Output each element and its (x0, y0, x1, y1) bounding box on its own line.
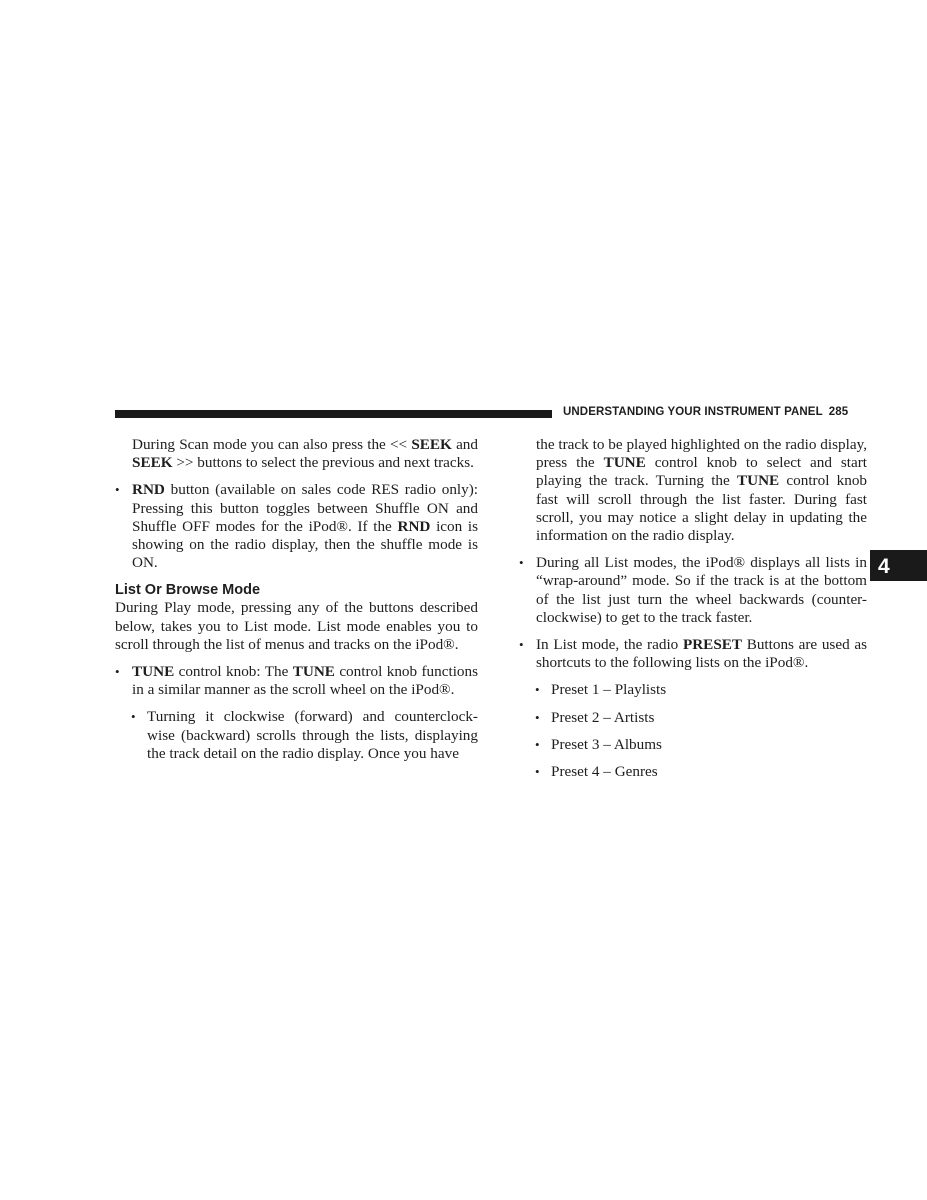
bullet-icon: • (535, 736, 540, 752)
tune-label-2: TUNE (292, 663, 335, 681)
scan-text-1: During Scan mode you can also press the << (132, 436, 408, 453)
preset-item-1: Preset 1 – Playlists (551, 681, 667, 699)
rnd-text-1: button (available on sales code RES radio only): Pressing this button toggles between Shuffle ON and Shuffle OFF modes for the iPod®. If the (132, 481, 478, 535)
preset-bullet (519, 636, 867, 672)
tune-label-3: TUNE (603, 454, 646, 472)
header-title: UNDERSTANDING YOUR INSTRUMENT PANEL (563, 406, 823, 418)
preset-item-3: Preset 3 – Albums (551, 735, 662, 753)
seek-label-2: SEEK (132, 454, 173, 472)
preset-item-2: Preset 2 – Artists (551, 708, 655, 726)
seek-label-1: SEEK (411, 436, 452, 453)
right-column (519, 436, 867, 781)
rnd-bullet (115, 481, 478, 572)
cont-text-1: the track to be played highlighted on the radio display, press the (536, 436, 867, 472)
continued-paragraph (519, 436, 867, 545)
section-heading: List Or Browse Mode (115, 582, 261, 599)
bullet-icon: • (519, 555, 524, 571)
cont-text-2: control knob to select and start playing the track. Turning the (536, 454, 868, 490)
left-column (115, 436, 478, 763)
bullet-icon: • (535, 682, 540, 698)
header-rule (115, 410, 552, 418)
list-item (519, 709, 867, 727)
scan-paragraph (115, 436, 478, 472)
bullet-icon: • (131, 709, 136, 725)
rnd-label-2: RND (397, 517, 431, 535)
turn-bullet (115, 708, 478, 763)
bullet-icon: • (535, 764, 540, 780)
bullet-icon: • (519, 637, 524, 653)
list-item (519, 681, 867, 699)
tune-text-2: control knob functions in a similar manner as the scroll wheel on the iPod®. (132, 663, 479, 699)
browse-paragraph: During Play mode, pressing any of the buttons described below, takes you to List mode. List mode enables you to scroll through the list of menus and tracks on the iPod®. (115, 599, 478, 653)
wrap-bullet (519, 554, 867, 627)
list-item (519, 763, 867, 781)
preset-text-1: In List mode, the radio (536, 636, 679, 654)
running-header (563, 406, 868, 418)
tune-bullet (115, 663, 478, 699)
page-number: 285 (828, 406, 849, 418)
section-tab: 4 (870, 550, 927, 581)
bullet-icon: • (115, 664, 120, 680)
tune-label-1: TUNE (132, 663, 175, 681)
bullet-icon: • (115, 482, 120, 498)
preset-text-2: Buttons are used as shortcuts to the following lists on the iPod®. (536, 636, 868, 672)
scan-text-3: >> buttons to select the previous and next tracks. (176, 454, 474, 472)
turn-text: Turning it clockwise (forward) and counterclock- wise (backward) scrolls through the lists, displaying the track detail on the radio display. Once you have (147, 708, 478, 762)
tune-label-4: TUNE (736, 472, 780, 490)
bullet-icon: • (535, 709, 540, 725)
rnd-text-2: icon is showing on the radio display, then the shuffle mode is ON. (132, 517, 479, 572)
rnd-label-1: RND (132, 481, 165, 499)
wrap-text: During all List modes, the iPod® displays all lists in “wrap-around” mode. So if the track is at the bottom of the list just turn the wheel backwards (counter-clockwise) to get to the track faster. (536, 554, 867, 626)
preset-label: PRESET (682, 636, 743, 654)
preset-item-4: Preset 4 – Genres (551, 763, 658, 781)
list-item (519, 736, 867, 754)
cont-text-3: control knob fast will scroll through the list faster. During fast scroll, you may notice a slight delay in updating the information on the radio display. (536, 472, 868, 545)
tune-text-1: control knob: The (178, 663, 289, 681)
scan-text-2: and (456, 436, 478, 453)
